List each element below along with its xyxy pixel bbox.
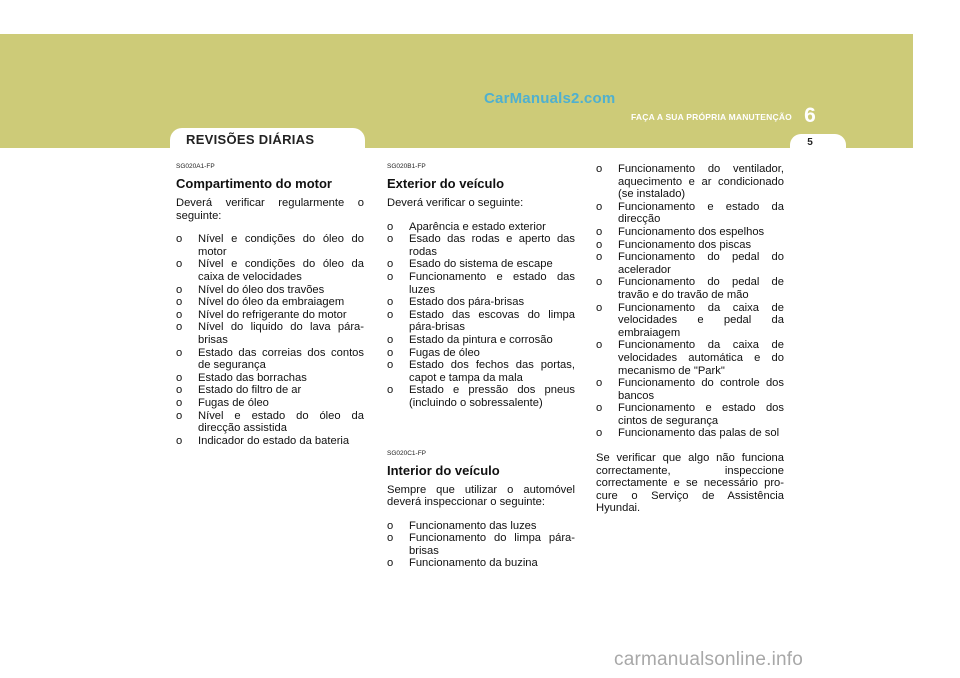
bullet-marker: o <box>596 251 603 264</box>
checklist-item-text: Estado das correias dos contos de segurança <box>198 346 364 372</box>
bullet-marker: o <box>596 301 603 314</box>
checklist-item <box>387 309 575 334</box>
chapter-title: FAÇA A SUA PRÓPRIA MANUTENÇÃO <box>630 112 792 122</box>
bullet-marker: o <box>596 238 603 251</box>
checklist-item-text: Funcionamento dos piscas <box>618 238 752 251</box>
bullet-marker: o <box>387 308 394 321</box>
checklist-item <box>596 302 784 340</box>
section-code: SG020B1-FP <box>387 163 426 170</box>
checklist-item-text: Funcionamento e estado das luzes <box>409 270 575 296</box>
bullet-marker: o <box>387 220 394 233</box>
checklist-item <box>387 359 575 384</box>
bullet-marker: o <box>387 384 394 397</box>
checklist-item <box>596 402 784 427</box>
bullet-marker: o <box>596 339 603 352</box>
section-heading: Compartimento do motor <box>176 176 332 191</box>
checklist-item-text: Esado do sistema de escape <box>409 258 553 271</box>
bullet-marker: o <box>176 346 183 359</box>
checklist <box>596 163 784 440</box>
checklist-item <box>387 384 575 409</box>
checklist-item <box>387 520 575 533</box>
bullet-marker: o <box>387 233 394 246</box>
checklist-item <box>596 239 784 252</box>
checklist-item <box>176 296 364 309</box>
watermark: carmanualsonline.info <box>614 649 804 670</box>
checklist-item-text: Esado das rodas e aperto das rodas <box>409 233 575 258</box>
bullet-marker: o <box>596 200 603 213</box>
checklist-item <box>387 296 575 309</box>
section-code: SG020C1-FP <box>387 449 427 457</box>
checklist-item <box>176 321 364 346</box>
bullet-marker: o <box>176 396 183 409</box>
bullet-marker: o <box>176 434 183 447</box>
bullet-marker: o <box>176 308 183 321</box>
checklist-item-text: Funcionamento e estado da direcção <box>618 200 784 226</box>
checklist-item-text: Fugas de óleo <box>198 396 269 409</box>
bullet-marker: o <box>387 532 394 545</box>
closing-paragraph: Se verificar que algo não funciona correctamente, inspeccione correctamente e se necessário pro-cure o Serviço de Assistência Hyundai. <box>596 452 784 515</box>
checklist-item <box>387 233 575 258</box>
checklist-item <box>387 258 575 271</box>
section-intro: Deverá verificar regularmente o seguinte: <box>176 197 364 222</box>
section-title: REVISÕES DIÁRIAS <box>186 132 315 147</box>
column-engine <box>176 163 364 447</box>
checklist-item-text: Funcionamento das luzes <box>409 519 537 532</box>
section-code: SG020A1-FP <box>176 163 215 170</box>
checklist-item-text: Funcionamento do controle dos bancos <box>618 377 784 402</box>
bullet-marker: o <box>387 519 394 532</box>
section-gap <box>596 440 784 452</box>
checklist-item-text: Fugas de óleo <box>409 346 480 359</box>
checklist-item <box>596 251 784 276</box>
bullet-marker: o <box>596 225 603 238</box>
bullet-marker: o <box>176 258 183 271</box>
bullet-marker: o <box>176 384 183 397</box>
checklist-item <box>176 435 364 448</box>
checklist-item <box>596 377 784 402</box>
checklist-item-text: Estado dos pára-brisas <box>409 296 525 309</box>
bullet-marker: o <box>387 270 394 283</box>
bullet-marker: o <box>387 359 394 372</box>
bullet-marker: o <box>387 296 394 309</box>
checklist-item-text: Estado do filtro de ar <box>198 384 302 397</box>
bullet-marker: o <box>596 427 603 440</box>
checklist-item <box>596 276 784 301</box>
checklist-item-text: Estado das borrachas <box>198 371 307 384</box>
checklist-item-text: Nível do liquido do lava pára-brisas <box>198 321 364 346</box>
checklist-item-text: Estado e pressão dos pneus (incluindo o sobressalente) <box>409 384 575 409</box>
bullet-marker: o <box>176 233 183 246</box>
checklist-item <box>176 309 364 322</box>
bullet-marker: o <box>596 163 603 175</box>
checklist-item-text: Nível e estado do óleo da direcção assistida <box>198 409 364 435</box>
checklist <box>387 221 575 410</box>
checklist-item-text: Aparência e estado exterior <box>409 220 546 233</box>
checklist-item-text: Estado dos fechos das portas, capot e tampa da mala <box>409 359 575 384</box>
checklist-item-text: Funcionamento do ventilador, aquecimento e ar condicionado (se instalado) <box>618 163 784 201</box>
checklist-item-text: Nível do óleo da embraiagem <box>198 296 345 309</box>
checklist-item-text: Funcionamento da caixa de velocidades e pedal da embraiagem <box>618 301 784 339</box>
bullet-marker: o <box>176 371 183 384</box>
checklist-item-text: Funcionamento e estado dos cintos de segurança <box>618 402 784 427</box>
bullet-marker: o <box>176 321 183 334</box>
bullet-marker: o <box>176 296 183 309</box>
checklist-item <box>387 221 575 234</box>
checklist-item-text: Funcionamento do pedal de travão e do travão de mão <box>618 276 784 301</box>
column-interior-continued <box>596 163 784 526</box>
checklist-item-text: Funcionamento das palas de sol <box>618 427 780 440</box>
checklist-item <box>387 271 575 296</box>
chapter-number: 6 <box>804 104 816 127</box>
checklist-item-text: Indicador do estado da bateria <box>198 434 350 447</box>
checklist <box>387 520 575 570</box>
checklist-item <box>176 410 364 435</box>
bullet-marker: o <box>387 346 394 359</box>
checklist-item <box>176 384 364 397</box>
bullet-marker: o <box>176 409 183 422</box>
header-band <box>0 34 913 148</box>
checklist-item-text: Funcionamento da buzina <box>409 557 538 570</box>
checklist-item <box>387 334 575 347</box>
checklist-item <box>176 347 364 372</box>
bullet-marker: o <box>596 402 603 415</box>
checklist-item <box>176 258 364 283</box>
checklist-item-text: Nível do refrigerante do motor <box>198 308 347 321</box>
checklist-item-text: Nível e condições do óleo da caixa de velocidades <box>198 258 364 283</box>
bullet-marker: o <box>596 276 603 289</box>
checklist-item <box>176 233 364 258</box>
checklist-item <box>596 201 784 226</box>
bullet-marker: o <box>387 333 394 346</box>
checklist <box>176 233 364 447</box>
checklist-item <box>596 427 784 440</box>
bullet-marker: o <box>387 557 394 570</box>
checklist-item-text: Estado da pintura e corrosão <box>409 333 553 346</box>
checklist-item <box>596 163 784 201</box>
checklist-item-text: Funcionamento do limpa pára-brisas <box>409 532 575 557</box>
checklist-item <box>176 284 364 297</box>
bullet-marker: o <box>596 377 603 390</box>
section-heading: Interior do veículo <box>387 462 500 478</box>
section-spacer <box>387 410 575 450</box>
bullet-marker: o <box>176 283 183 296</box>
page-number: 5 <box>807 137 813 148</box>
checklist-item-text: Nível do óleo dos travões <box>198 283 325 296</box>
checklist-item <box>596 226 784 239</box>
checklist-item <box>176 397 364 410</box>
checklist-item-text: Funcionamento do pedal do acelerador <box>618 251 784 276</box>
section-heading: Exterior do veículo <box>387 176 505 191</box>
checklist-item <box>387 347 575 360</box>
checklist-item <box>387 557 575 570</box>
checklist-item-text: Estado das escovas do limpa pára-brisas <box>409 308 575 334</box>
checklist-item-text: Nível e condições do óleo do motor <box>198 233 364 258</box>
checklist-item <box>387 532 575 557</box>
checklist-item <box>596 339 784 377</box>
site-logo[interactable]: CarManuals2.com <box>484 90 616 107</box>
section-intro: Sempre que utilizar o automóvel deverá inspeccionar o seguinte: <box>387 483 575 509</box>
column-exterior <box>387 163 575 570</box>
bullet-marker: o <box>387 258 394 271</box>
checklist-item-text: Funcionamento da caixa de velocidades automática e do mecanismo de "Park" <box>618 339 784 377</box>
checklist-item-text: Funcionamento dos espelhos <box>618 225 765 238</box>
checklist-item <box>176 372 364 385</box>
section-intro: Deverá verificar o seguinte: <box>387 197 524 209</box>
